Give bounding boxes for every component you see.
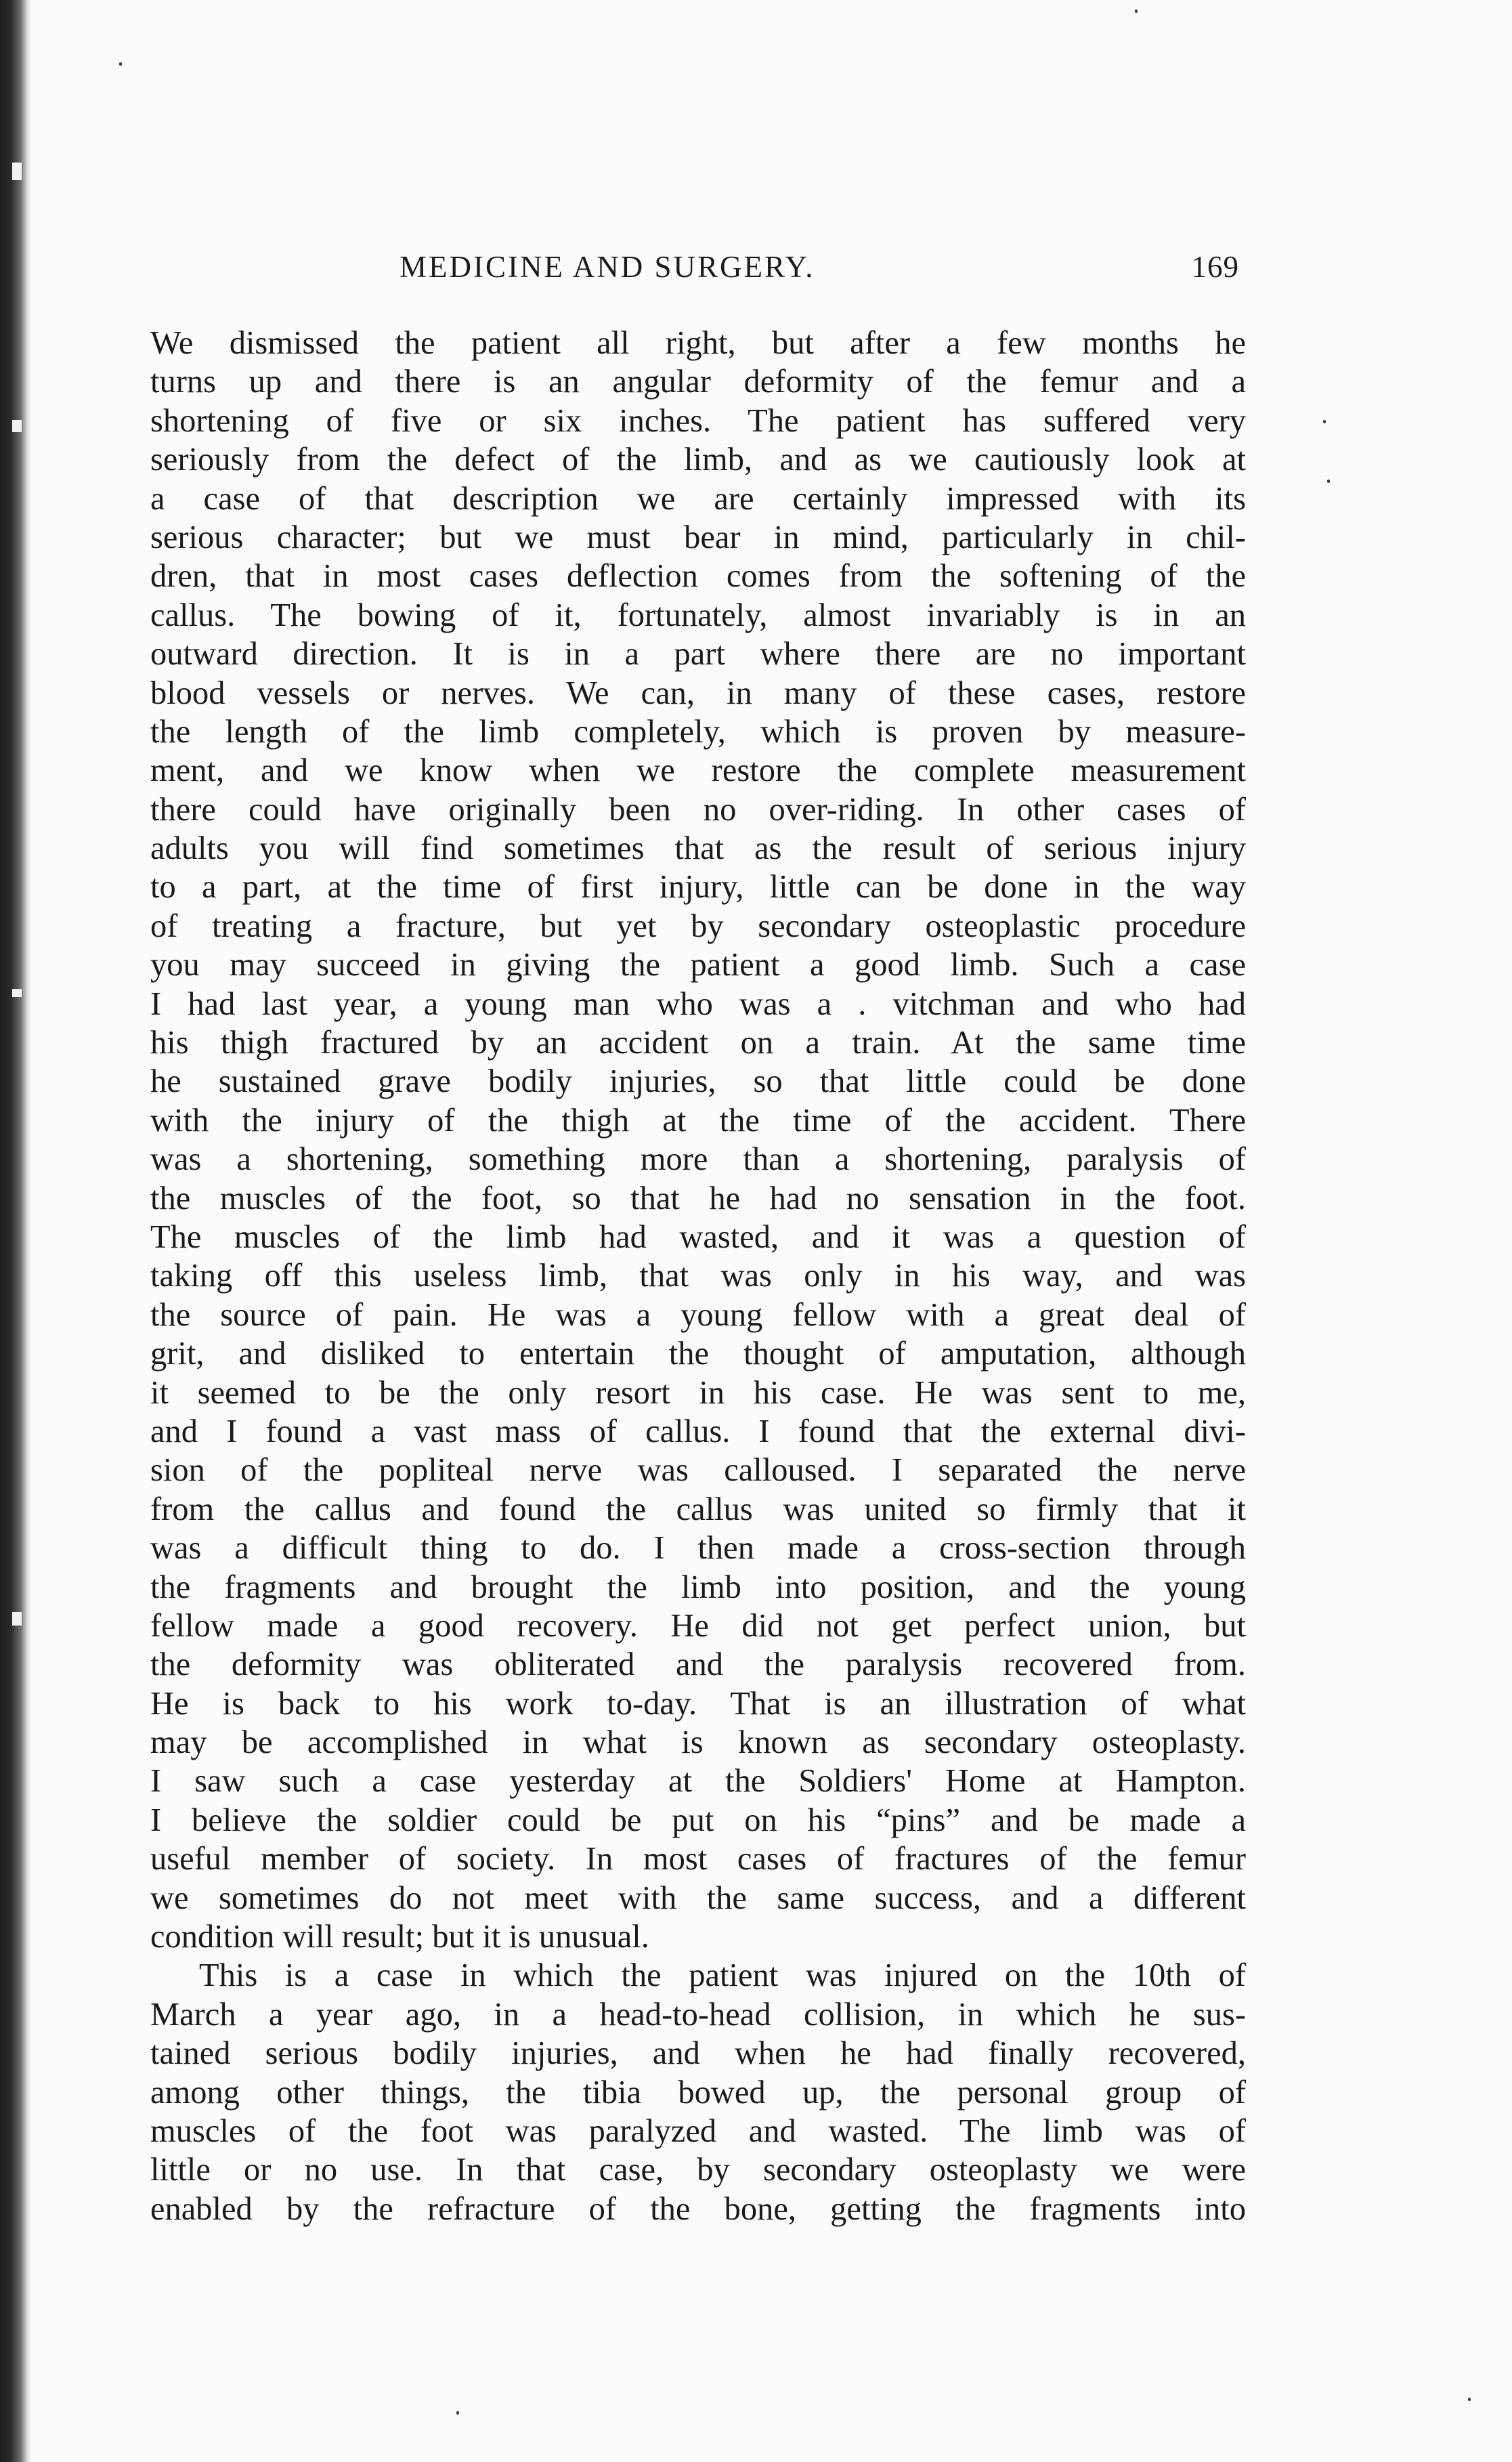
text-line: from the callus and found the callus was united so firmly that it: [150, 1491, 1246, 1527]
binding-mark: [12, 163, 22, 180]
binding-mark: [12, 420, 22, 432]
paragraph-first-line: This is a case in which the patient was injured on the 10th of: [199, 1957, 1246, 1994]
print-speck: [1468, 2398, 1471, 2401]
text-line: the fragments and brought the limb into position, and the young: [150, 1569, 1246, 1605]
running-title: MEDICINE AND SURGERY.: [399, 250, 815, 284]
text-line: blood vessels or nerves. We can, in many of these cases, restore: [150, 675, 1246, 711]
print-speck: [1323, 420, 1326, 423]
text-line: seriously from the defect of the limb, and as we cautiously look at: [150, 442, 1246, 478]
print-speck: [456, 2411, 459, 2415]
text-line: the deformity was obliterated and the paralysis recovered from.: [150, 1647, 1246, 1683]
text-line: taking off this useless limb, that was only in his way, and was: [150, 1258, 1246, 1294]
text-line: We dismissed the patient all right, but after a few months he: [150, 325, 1246, 361]
text-line: outward direction. It is in a part where there are no important: [150, 636, 1246, 673]
text-line: March a year ago, in a head-to-head collision, in which he sus-: [150, 1996, 1246, 2033]
text-line: there could have originally been no over-riding. In other cases of: [150, 791, 1246, 828]
text-line: muscles of the foot was paralyzed and wasted. The limb was of: [150, 2113, 1246, 2149]
text-line: serious character; but we must bear in mind, particularly in chil-: [150, 519, 1246, 555]
text-line: the muscles of the foot, so that he had no sensation in the foot.: [150, 1180, 1246, 1216]
text-line: useful member of society. In most cases of fractures of the femur: [150, 1841, 1246, 1877]
print-speck: [119, 62, 122, 66]
text-line: grit, and disliked to entertain the thought of amputation, although: [150, 1336, 1246, 1372]
text-line: I had last year, a young man who was a . vitchman and who had: [150, 985, 1246, 1022]
text-line: it seemed to be the only resort in his case. He was sent to me,: [150, 1374, 1246, 1411]
text-line: The muscles of the limb had wasted, and it was a question of: [150, 1218, 1246, 1255]
text-line: was a difficult thing to do. I then made a cross-section through: [150, 1530, 1246, 1567]
paragraph-last-line: condition will result; but it is unusual.: [150, 1919, 649, 1955]
text-line: dren, that in most cases deflection comes from the softening of the: [150, 558, 1246, 595]
print-speck: [1135, 9, 1138, 13]
text-line: shortening of five or six inches. The patient has suffered very: [150, 402, 1246, 439]
text-line: sion of the popliteal nerve was calloused. I separated the nerve: [150, 1452, 1246, 1489]
text-line: little or no use. In that case, by secondary osteoplasty we were: [150, 2152, 1246, 2188]
text-line: He is back to his work to-day. That is an illustration of what: [150, 1685, 1246, 1722]
text-line: a case of that description we are certainly impressed with its: [150, 480, 1246, 517]
text-line: you may succeed in giving the patient a good limb. Such a case: [150, 947, 1246, 983]
body-text: [150, 324, 1246, 2228]
text-line: and I found a vast mass of callus. I found that the external divi-: [150, 1413, 1246, 1449]
text-line: fellow made a good recovery. He did not get perfect union, but: [150, 1607, 1246, 1644]
text-line: may be accomplished in what is known as secondary osteoplasty.: [150, 1724, 1246, 1761]
text-line: he sustained grave bodily injuries, so that little could be done: [150, 1063, 1246, 1100]
binding-mark: [12, 1612, 22, 1626]
text-line: the length of the limb completely, which is proven by measure-: [150, 713, 1246, 750]
page-number: 169: [1191, 250, 1239, 284]
text-line: his thigh fractured by an accident on a train. At the same time: [150, 1025, 1246, 1061]
text-line: to a part, at the time of first injury, little can be done in the way: [150, 869, 1246, 906]
page-binding-edge: [0, 0, 31, 2462]
binding-mark: [12, 989, 22, 997]
text-line: turns up and there is an angular deformity of the femur and a: [150, 364, 1246, 400]
text-line: I believe the soldier could be put on his “pins” and be made a: [150, 1802, 1246, 1838]
print-speck: [1327, 480, 1330, 483]
text-line: ment, and we know when we restore the complete measurement: [150, 752, 1246, 789]
text-line: I saw such a case yesterday at the Soldiers' Home at Hampton.: [150, 1763, 1246, 1800]
text-line: tained serious bodily injuries, and when he had finally recovered,: [150, 2035, 1246, 2072]
text-line: callus. The bowing of it, fortunately, almost invariably is in an: [150, 597, 1246, 633]
text-line: among other things, the tibia bowed up, the personal group of: [150, 2074, 1246, 2110]
text-line: was a shortening, something more than a shortening, paralysis of: [150, 1141, 1246, 1178]
running-head: [156, 249, 1239, 290]
text-line: of treating a fracture, but yet by secondary osteoplastic procedure: [150, 908, 1246, 944]
text-line: we sometimes do not meet with the same success, and a different: [150, 1880, 1246, 1916]
text-line: with the injury of the thigh at the time of the accident. There: [150, 1102, 1246, 1139]
text-line: enabled by the refracture of the bone, getting the fragments into: [150, 2190, 1246, 2227]
text-line: adults you will find sometimes that as the result of serious injury: [150, 830, 1246, 867]
text-line: the source of pain. He was a young fellow with a great deal of: [150, 1296, 1246, 1333]
